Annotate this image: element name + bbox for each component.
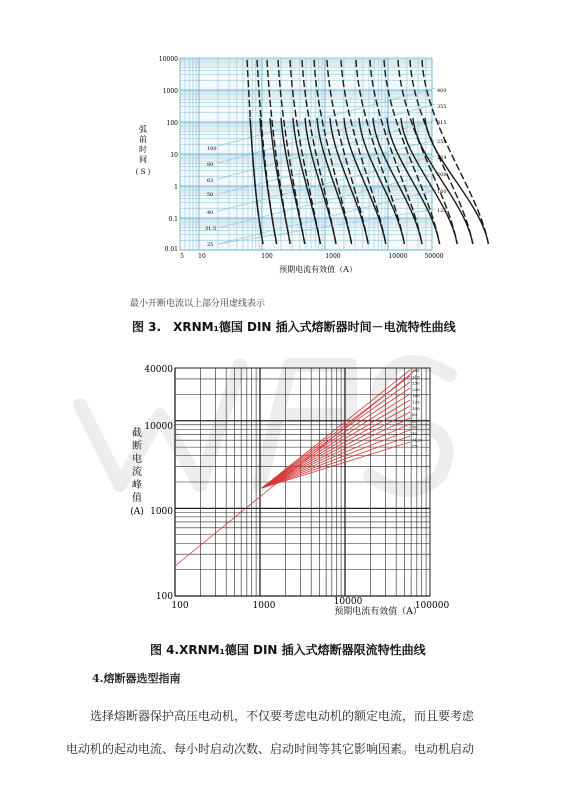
f3-rating-label: 315 [437, 120, 447, 126]
f3-xtick: 10 [198, 253, 206, 260]
f4-rating-label: 25 [412, 443, 418, 449]
f4-rating-label: 200 [412, 386, 420, 392]
f3-rating-label: 25 [207, 242, 214, 248]
f4-ylabel-char: 截 [132, 428, 142, 439]
f3-ytick: 1 [174, 184, 178, 191]
f4-rating-label: 80 [412, 412, 418, 418]
f3-rating-label: 400 [437, 88, 447, 94]
f4-rating-label: 40 [412, 431, 418, 436]
f4-ylabel-char: (A) [130, 507, 144, 517]
f3-rating-label: 224 [437, 155, 447, 161]
figure-4-caption: 图 4.XRNM₁德国 DIN 插入式熔断器限流特性曲线 [150, 643, 426, 657]
f3-rating-label: 31.5 [205, 226, 217, 232]
f3-ytick: 10 [170, 152, 178, 159]
f3-ylabel-unit: ( S ) [135, 168, 151, 176]
f4-ylabel-char: 峰 [132, 480, 142, 491]
f4-rating-label: 63 [412, 418, 418, 424]
f3-rating-label: 250 [437, 139, 447, 145]
f3-ytick: 1000 [162, 88, 178, 95]
figure-3-chart [0, 0, 566, 300]
f3-rating-label: 80 [207, 162, 214, 168]
f4-ylabel-char: 值 [132, 493, 142, 504]
f3-ylabel-char: 间 [139, 155, 147, 164]
f3-rating-label: 355 [437, 104, 447, 110]
f4-rating-label: 100 [412, 405, 420, 411]
paragraph-line: 选择熔断器保护高压电动机，不仅要考虑电动机的额定电流，而且要考虑 [90, 709, 475, 723]
figure-3-caption: 图 3. XRNM₁德国 DIN 插入式熔断器时间－电流特性曲线 [132, 320, 456, 334]
f3-rating-label: 50 [207, 192, 214, 198]
f3-xtick: 5 [180, 253, 184, 260]
f4-ytick: 40000 [144, 365, 173, 375]
f3-ytick: 10000 [158, 56, 178, 63]
f3-rating-label: 125 [437, 208, 447, 214]
f4-rating-label: 31.5 [412, 437, 421, 443]
f4-rating-label: 250 [412, 380, 420, 386]
f3-xtick: 100 [261, 253, 273, 260]
watermark-logo [60, 285, 480, 525]
f4-ylabel-char: 电 [132, 454, 142, 465]
f4-xtick: 100000 [414, 601, 450, 611]
f4-rating-label: 50 [412, 424, 418, 430]
f4-ytick: 100 [155, 592, 173, 602]
f3-xtick: 1000 [325, 253, 341, 260]
f4-rating-label: 125 [412, 399, 420, 405]
f3-rating-label: 160 [437, 189, 447, 195]
f3-rating-label: 200 [437, 172, 447, 178]
f4-xtick: 100 [171, 601, 189, 611]
paragraph-line: 电动机的起动电流、每小时启动次数、启动时间等其它影响因素。电动机启动 [66, 742, 475, 756]
section-heading: 4.熔断器选型指南 [92, 672, 181, 685]
f3-rating-label: 100 [207, 146, 217, 152]
f4-xtick: 1000 [252, 601, 276, 611]
f4-ylabel-char: 流 [132, 467, 142, 478]
f3-ylabel-char: 弧 [139, 125, 147, 134]
f3-ytick: 0.01 [164, 246, 178, 253]
f4-rating-label: 315 [412, 374, 420, 380]
f3-ytick: 0.1 [168, 216, 178, 223]
figure-3-note: 最小开断电流以上部分用虚线表示 [130, 299, 266, 309]
f4-xlabel: 预期电流有效值（A） [334, 607, 422, 617]
f3-xtick: 50000 [424, 253, 444, 260]
f3-rating-label: 40 [207, 210, 214, 216]
f3-ylabel-char: 时 [139, 145, 147, 154]
f3-xlabel: 预期电流有效值（A） [279, 265, 357, 274]
f3-ylabel-char: 前 [139, 135, 147, 144]
f3-rating-label: 63 [207, 178, 214, 184]
f4-ytick: 1000 [150, 507, 173, 517]
f3-xtick: 10000 [388, 253, 408, 260]
f4-ylabel-char: 断 [132, 441, 142, 452]
f4-ytick: 10000 [144, 422, 173, 432]
f4-rating-label: 355 [412, 368, 420, 373]
f4-xtick: 10000 [333, 597, 363, 607]
f4-rating-label: 160 [412, 393, 420, 399]
f3-ytick: 100 [166, 120, 178, 127]
